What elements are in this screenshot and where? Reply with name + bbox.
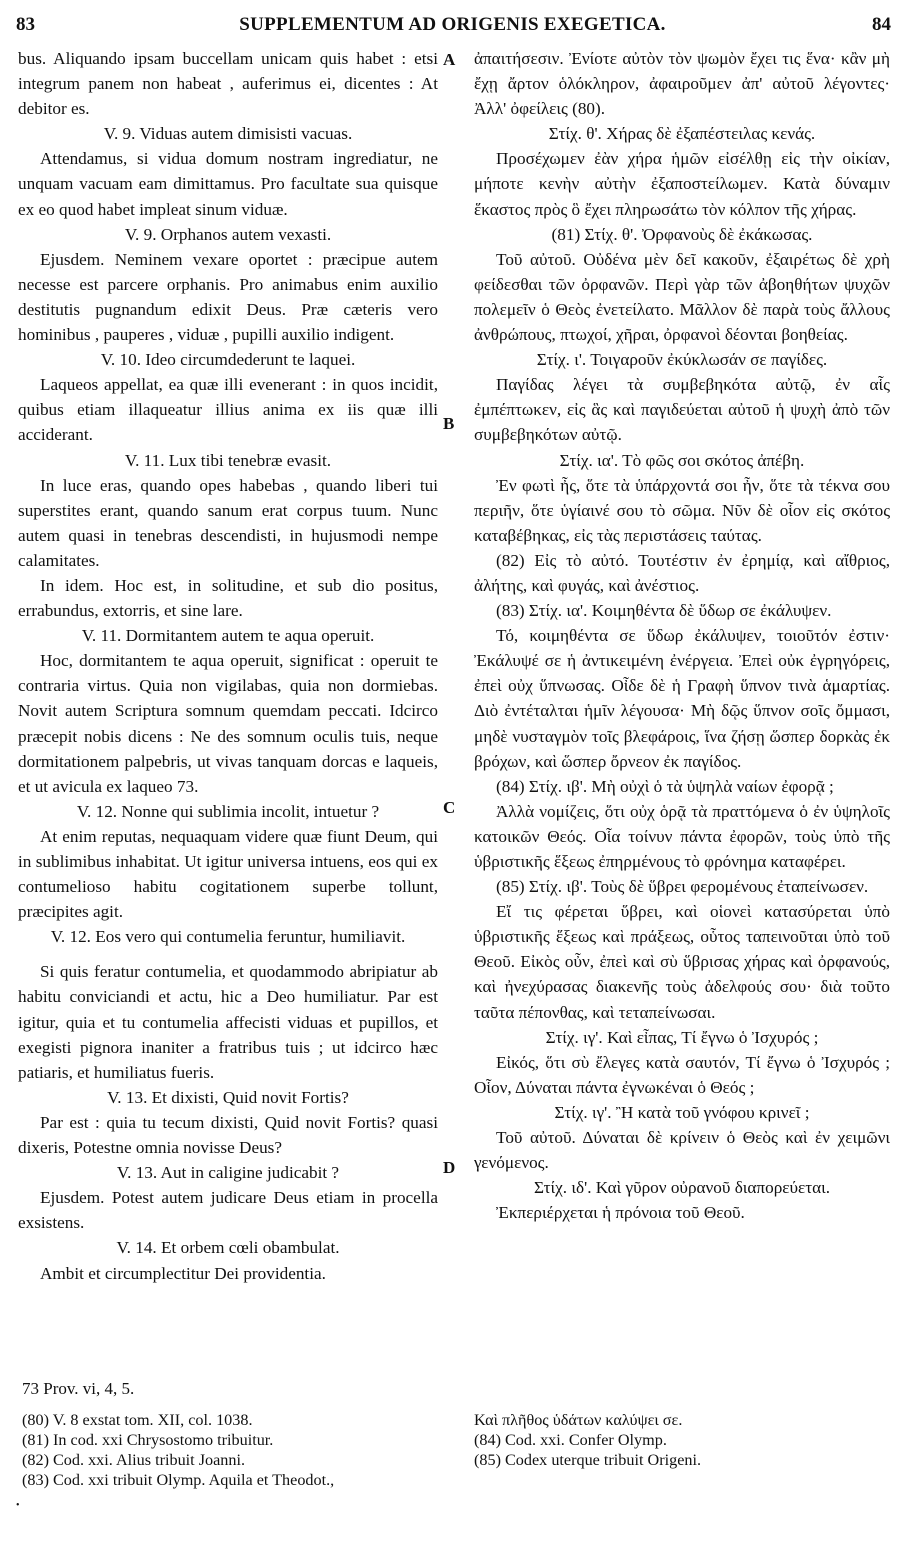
verse-heading: V. 12. Eos vero qui contumelia feruntur, humiliavit.	[50, 927, 406, 947]
paragraph: Εἰκός, ὅτι σὺ ἔλεγες κατὰ σαυτόν, Τί ἔγνω ὁ Ἰσχυρός ; Οἷον, Δύναται πάντα ἐγνωκέναι ὁ Θεός ;	[474, 1052, 890, 1097]
paragraph: Τοῦ αὐτοῦ. Οὐδένα μὲν δεῖ κακοῦν, ἐξαιρέτως δὲ χρὴ φείδεσθαι τῶν ὀρφανῶν. Περὶ γὰρ τῶν ἀβοηθήτων ψυχῶν πολεμεῖν ὁ Θεὸς ἐνετείλατο. Μᾶλλον δὲ παρὰ τοὺς ἄλλους ἀνθρώπους, πτωχοί, χῆραι, ὀρφανοὶ δέονται βοηθείας.	[474, 249, 890, 345]
page-header	[0, 14, 905, 44]
paragraph: At enim reputas, nequaquam videre quæ fiunt Deum, qui in sublimibus inhabitat. Ut igitur universa intuens, eos qui ex contumelioso habitu cogitationem superbe tollunt, præcipites agit.	[18, 826, 438, 922]
paragraph: ἀπαιτήσεσιν. Ἐνίοτε αὐτὸν τὸν ψωμὸν ἔχει τις ἕνα· κἂν μὴ ἔχῃ ἄρτον ὁλόκληρον, ἀφαιροῦμεν ἀπ' αὐτοῦ λέγοντες· Ἀλλ' ὀφείλεις (80).	[474, 49, 890, 119]
paragraph: Laqueos appellat, ea quæ illi evenerant : in quos incidit, quibus etiam illaqueatur illius anima ex iis quæ illi acciderant.	[18, 375, 438, 445]
verse-heading: V. 12. Nonne qui sublimia incolit, intuetur ?	[76, 801, 380, 821]
paragraph: (82) Εἰς τὸ αὐτό. Τουτέστιν ἐν ἐρημίᾳ, καὶ αἴθριος, ἀλήτης, καὶ φυγάς, καὶ ἀνέστιος.	[474, 550, 890, 595]
paragraph: Προσέχωμεν ἐὰν χήρα ἡμῶν εἰσέλθῃ εἰς τὴν οἰκίαν, μήποτε κενὴν αὐτὴν ἐξαποστείλωμεν. Κατὰ δύναμιν ἕκαστος πρὸς ὃ ἔχει πληρωσάτω τὸν κόλπον τῆς χήρας.	[474, 149, 890, 219]
paragraph: Ἀλλὰ νομίζεις, ὅτι οὐχ ὁρᾷ τὰ πραττόμενα ὁ ἐν ὑψηλοῖς κατοικῶν Θεός. Οἷα τοίνυν πάντα ἐφορῶν, τοὺς ὑπὸ τῆς ὑβριστικῆς ἕξεως ἐπηρμένους τὸ φρόνημα καταφέρει.	[474, 801, 890, 871]
verse-heading: Στίχ. ιγ'. Ἢ κατὰ τοῦ γνόφου κρινεῖ ;	[554, 1102, 810, 1122]
note-80: (80) V. 8 exstat tom. XII, col. 1038.	[22, 1411, 253, 1429]
verse-heading: Στίχ. ιδ'. Καὶ γῦρον οὐρανοῦ διαπορεύεται.	[533, 1178, 831, 1198]
spacer	[18, 949, 438, 959]
paragraph: Par est : quia tu tecum dixisti, Quid novit Fortis? quasi dixeris, Potestne omnia novisse Deus?	[18, 1112, 438, 1158]
note-85: (85) Codex uterque tribuit Origeni.	[474, 1451, 702, 1469]
verse-heading: V. 11. Lux tibi tenebræ evasit.	[124, 450, 332, 470]
verse-heading: V. 11. Dormitantem autem te aqua operuit.	[81, 626, 375, 646]
note-83-continued: Καὶ πλῆθος ὑδάτων καλύψει σε.	[474, 1411, 683, 1429]
notes-right	[474, 1410, 890, 1470]
note-81: (81) In cod. xxi Chrysostomo tribuitur.	[22, 1431, 274, 1449]
footnote-73: 73 Prov. vi, 4, 5.	[22, 1379, 135, 1398]
notes-left	[22, 1410, 452, 1490]
greek-column	[474, 46, 890, 1225]
verse-heading: Στίχ. ι'. Τοιγαροῦν ἐκύκλωσάν σε παγίδες.	[536, 350, 828, 370]
running-title: SUPPLEMENTUM AD ORIGENIS EXEGETICA.	[239, 14, 666, 35]
paragraph: Attendamus, si vidua domum nostram ingrediatur, ne unquam vacuam eam dimittamus. Pro facultate sua quisque ex eo quod habet impleat sinum viduæ.	[18, 149, 438, 219]
margin-marker-d: D	[443, 1158, 456, 1177]
paragraph: Τό, κοιμηθέντα σε ὕδωρ ἐκάλυψεν, τοιοῦτόν ἐστιν· Ἐκάλυψέ σε ἡ ἀντικειμένη ἐνέργεια. Ἐπεὶ οὐκ ἐγρηγόρεις, ἐπεὶ οὐχ ὕπνωσας. Οἶδε δὲ ἡ Γραφὴ ὕπνον τινὰ ἁμαρτίας. Διὸ ἐντέταλται ἡμῖν λέγουσα· Μὴ δῷς ὕπνον σοῖς ὄμμασι, μηδὲ νυσταγμὸν τοῖς βλεφάροις, ἵνα ζήσῃ ὥσπερ δορκὰς ἐκ βρόχων, καὶ ὥσπερ ὄρνεον ἐκ παγίδος.	[474, 626, 890, 771]
verse-heading: V. 9. Orphanos autem vexasti.	[124, 224, 332, 244]
paragraph: bus. Aliquando ipsam buccellam unicam quis habet : etsi integrum panem non habeat , auferimus ei, dicentes : At debitor es.	[18, 49, 438, 119]
verse-heading: V. 13. Aut in caligine judicabit ?	[116, 1163, 340, 1183]
paragraph: Παγίδας λέγει τὰ συμβεβηκότα αὐτῷ, ἐν αἷς ἐμπέπτωκεν, εἰς ἃς καὶ παγιδεύεται αὐτοῦ ἡ ψυχὴ ἀπὸ τῶν συμβεβηκότων αὐτῷ.	[474, 375, 890, 445]
ink-speck: •	[16, 1500, 20, 1511]
note-83: (83) Cod. xxi tribuit Olymp. Aquila et Theodot.,	[22, 1471, 335, 1489]
paragraph: Ἐκπεριέρχεται ἡ πρόνοια τοῦ Θεοῦ.	[496, 1203, 745, 1223]
verse-heading: Στίχ. ια'. Τὸ φῶς σοι σκότος ἀπέβη.	[559, 450, 805, 470]
paragraph: Ἐν φωτὶ ἦς, ὅτε τὰ ὑπάρχοντά σοι ἦν, ὅτε τὰ τέκνα σου περιῆν, ὅτε ὑγίαινέ σου τὸ σῶμα. Νῦν δὲ οἷον εἰς σκότος καταβέβηκας, εἰς τὰς περιστάσεις ταύτας.	[474, 475, 890, 545]
latin-column	[18, 46, 438, 1286]
note-82: (82) Cod. xxi. Alius tribuit Joanni.	[22, 1451, 246, 1469]
verse-heading: V. 9. Viduas autem dimisisti vacuas.	[103, 124, 353, 144]
right-page-number: 84	[872, 14, 891, 35]
verse-heading: Στίχ. ιγ'. Καὶ εἶπας, Τί ἔγνω ὁ Ἰσχυρός ;	[545, 1027, 819, 1047]
paragraph: Ejusdem. Neminem vexare oportet : præcipue autem necesse est parcere orphanis. Pro animabus enim auxilio destitutis pugnandum edixit Deus. Præ cæteris vero hominibus , pauperes , viduæ , pupilli auxilio indigent.	[18, 249, 438, 345]
left-page-number: 83	[16, 14, 35, 35]
verse-heading: V. 13. Et dixisti, Quid novit Fortis?	[107, 1087, 349, 1107]
paragraph: Si quis feratur contumelia, et quodammodo abripiatur ab habitu conviciandi et actu, hic a Deo humiliatur. Par est igitur, quia et tu contumelia affecisti viduas et pupillos, et exegisti pignora inaniter a fratribus tuis ; ut idcirco hæc patiaris, et humiliatus fueris.	[18, 962, 438, 1082]
verse-heading: V. 14. Et orbem cœli obambulat.	[116, 1238, 340, 1258]
paragraph: In luce eras, quando opes habebas , quando liberi tui superstites erant, quando sanum erat corpus tuum. Nunc autem quasi in tenebras descendisti, in hujusmodi nempe calamitates.	[18, 475, 438, 570]
verse-heading: Στίχ. θ'. Χήρας δὲ ἐξαπέστειλας κενάς.	[548, 124, 816, 144]
paragraph: Τοῦ αὐτοῦ. Δύναται δὲ κρίνειν ὁ Θεὸς καὶ ἐν χειμῶνι γενόμενος.	[474, 1128, 890, 1173]
margin-marker-b: B	[443, 414, 455, 433]
verse-heading: V. 10. Ideo circumdederunt te laquei.	[100, 350, 356, 370]
paragraph: Ambit et circumplectitur Dei providentia.	[40, 1263, 326, 1283]
paragraph: (85) Στίχ. ιβ'. Τοὺς δὲ ὕβρει φερομένους ἐταπείνωσεν.	[496, 877, 869, 897]
paragraph: (84) Στίχ. ιβ'. Μὴ οὐχὶ ὁ τὰ ὑψηλὰ ναίων ἐφορᾷ ;	[496, 776, 834, 796]
note-84: (84) Cod. xxi. Confer Olymp.	[474, 1431, 667, 1449]
paragraph: Εἴ τις φέρεται ὕβρει, καὶ οἱονεὶ κατασύρεται ὑπὸ ὑβριστικῆς ἕξεως καὶ πράξεως, οὗτος ταπεινοῦται ὑπὸ τοῦ Θεοῦ. Εἰκὸς οὖν, ἐπεὶ καὶ σὺ ὕβρισας χήρας καὶ ὀρφανούς, καὶ ἠνεχύρασας διακενῆς τοὺς ἀδελφούς σου· διὰ τοῦτο ταῦτα πέπονθας, καὶ τεταπείνωσαι.	[474, 902, 890, 1022]
paragraph: Ejusdem. Potest autem judicare Deus etiam in procella exsistens.	[18, 1188, 438, 1233]
verse-heading: (81) Στίχ. θ'. Ὀρφανοὺς δὲ ἐκάκωσας.	[551, 224, 813, 244]
paragraph: (83) Στίχ. ια'. Κοιμηθέντα δὲ ὕδωρ σε ἐκάλυψεν.	[496, 601, 832, 621]
paragraph: In idem. Hoc est, in solitudine, et sub dio positus, errabundus, extorris, et sine lare.	[18, 575, 438, 621]
margin-marker-a: A	[443, 50, 456, 69]
margin-marker-c: C	[443, 798, 456, 817]
paragraph: Hoc, dormitantem te aqua operuit, significat : operuit te contraria virtus. Quia non vigilabas, quia non dormiebas. Novit autem Scriptura somnum quemdam peccati. Idcirco præcepit nobis dicens : Ne des somnum oculis tuis, neque dormitationem palpebris, ut vivas tanquam dorcas e laqueis, et ut avicula ex laqueo 73.	[18, 651, 438, 796]
